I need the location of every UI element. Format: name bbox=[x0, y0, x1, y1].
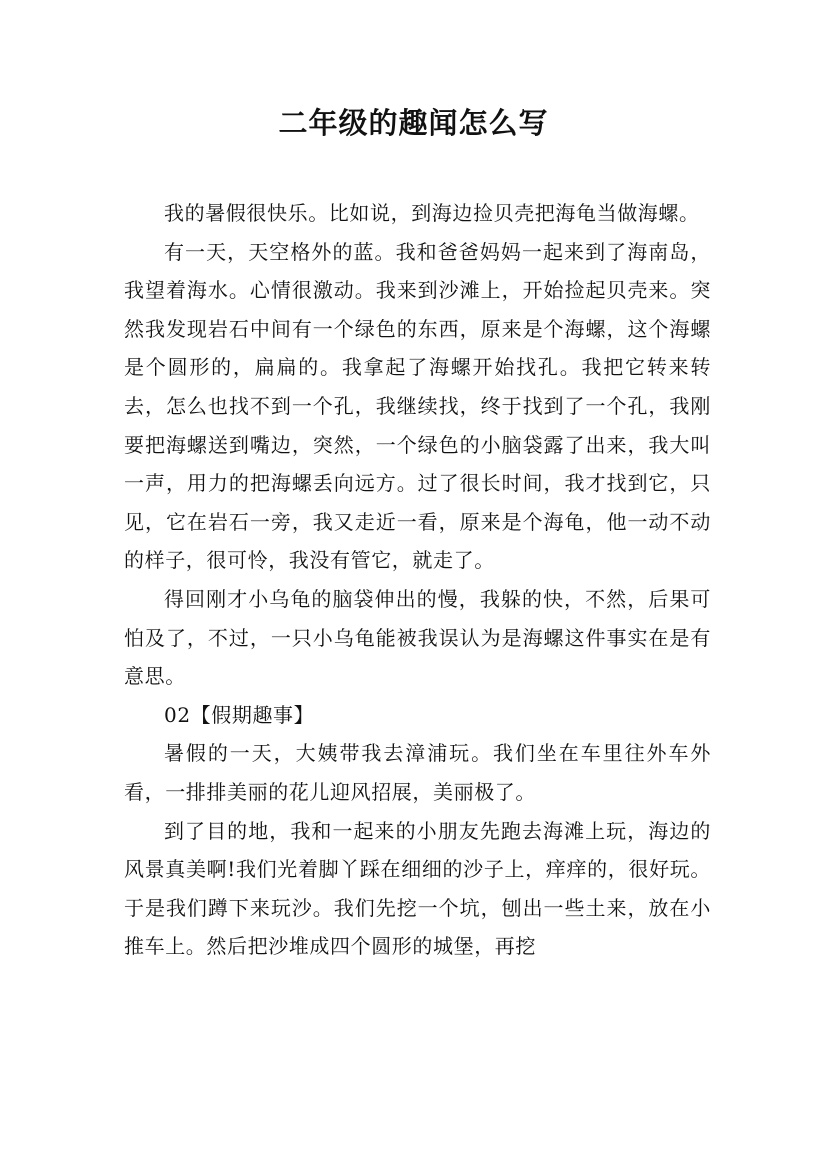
section-heading: 02【假期趣事】 bbox=[164, 702, 315, 727]
paragraph: 我的暑假很快乐。比如说，到海边捡贝壳把海龟当做海螺。 bbox=[164, 201, 700, 225]
paragraph: 有一天，天空格外的蓝。我和爸爸妈妈一起来到了海南岛，我望着海水。心情很激动。我来到沙滩上，开始捡起贝壳来。突然我发现岩石中间有一个绿色的东西，原来是个海螺，这个海螺是个圆形的，扁扁的。我拿起了海螺开始找孔。我把它转来转去，怎么也找不到一个孔，我继续找，终于找到了一个孔，我刚要把海螺送到嘴边，突然，一个绿色的小脑袋露了出来，我大叫一声，用力的把海螺丢向远方。过了很长时间，我才找到它，只见，它在岩石一旁，我又走近一看，原来是个海龟，他一动不动的样子，很可怜，我没有管它，就走了。 bbox=[124, 239, 711, 573]
paragraph: 暑假的一天，大姨带我去漳浦玩。我们坐在车里往外车外看，一排排美丽的花儿迎风招展，美丽极了。 bbox=[124, 741, 711, 804]
paragraph: 得回刚才小乌龟的脑袋伸出的慢，我躲的快，不然，后果可怕及了，不过，一只小乌龟能被我误认为是海螺这件事实在是有意思。 bbox=[124, 586, 711, 689]
document-title: 二年级的趣闻怎么写 bbox=[278, 106, 549, 140]
paragraph: 到了目的地，我和一起来的小朋友先跑去海滩上玩，海边的风景真美啊!我们光着脚丫踩在细细的沙子上，痒痒的，很好玩。于是我们蹲下来玩沙。我们先挖一个坑，刨出一些土来，放在小推车上。然后把沙堆成四个圆形的城堡，再挖 bbox=[124, 818, 711, 959]
document-body bbox=[124, 194, 711, 966]
